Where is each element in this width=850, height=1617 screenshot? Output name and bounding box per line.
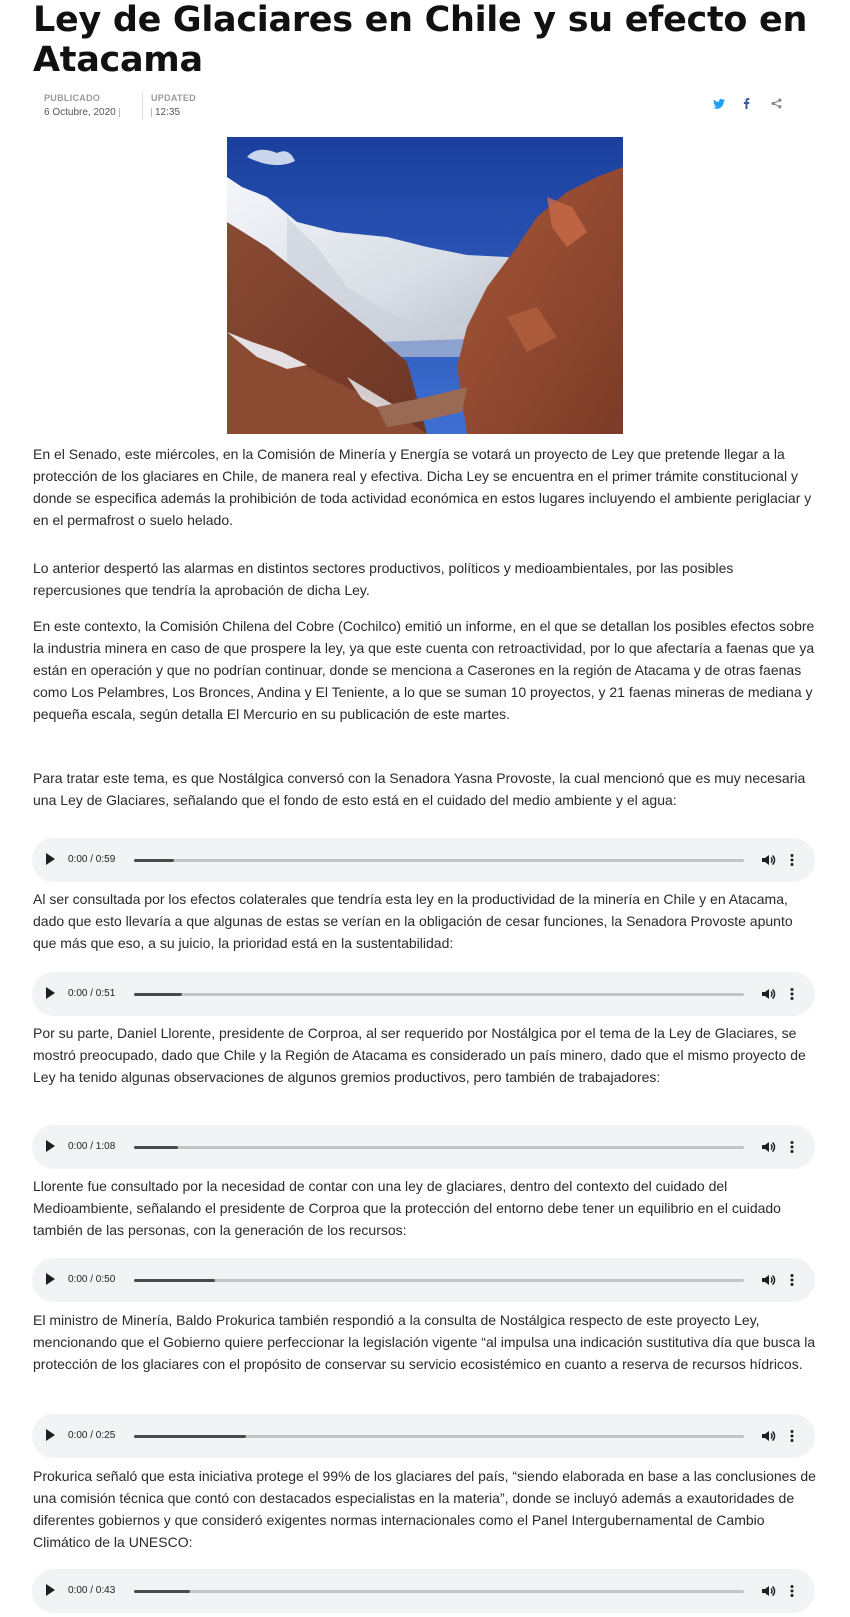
audio-time: 0:00 / 0:25 [68,1430,116,1441]
audio-player[interactable] [32,972,815,1016]
more-options-icon[interactable] [788,852,796,868]
twitter-share-button[interactable] [711,98,727,112]
audio-time: 0:00 / 0:50 [68,1274,116,1285]
audio-time: 0:00 / 1:08 [68,1141,116,1152]
updated-block [151,93,196,120]
audio-buffered-bar [134,1279,215,1282]
audio-player[interactable] [32,1258,815,1302]
volume-icon[interactable] [760,852,776,868]
updated-time: 12:35 [155,107,181,118]
hero-image [227,137,623,434]
more-options-icon[interactable] [788,1428,796,1444]
article-paragraph: Para tratar este tema, es que Nostálgica conversó con la Senadora Yasna Provoste, la cual mencionó que es muy necesaria una Ley de Glaciares, señalando que el fondo de esto está en el cuidado del medio ambiente y el agua: [33,770,806,808]
audio-buffered-bar [134,1146,178,1149]
article-paragraph: El ministro de Minería, Baldo Prokurica también respondió a la consulta de Nostálgica respecto de este proyecto Ley, mencionando que el Gobierno quiere perfeccionar la legislación vigente “al impulsa una indicación sustitutiva día que busca la protección de los glaciares con el propósito de conservar su servicio ecosistémico en cuanto a reserva de recursos hídricos. [33,1312,816,1372]
share-icon [771,96,782,114]
facebook-icon [743,96,750,114]
audio-buffered-bar [134,859,174,862]
volume-icon[interactable] [760,1272,776,1288]
updated-label: UPDATED [151,93,196,103]
twitter-icon [713,96,725,114]
more-options-icon[interactable] [788,986,796,1002]
article-paragraph: Prokurica señaló que esta iniciativa protege el 99% de los glaciares del país, “siendo elaborada en base a las conclusiones de una comisión técnica que contó con destacados especialistas en la materia”, donde se incluyó además a exautoridades de diferentes gobiernos y que consideró exigentes normas internacionales como el Panel Intergubernamental de Cambio Climático de la UNESCO: [33,1468,816,1550]
audio-buffered-bar [134,1590,190,1593]
share-button[interactable] [768,98,784,112]
more-options-icon[interactable] [788,1139,796,1155]
audio-player[interactable] [32,838,815,882]
play-icon[interactable] [46,853,55,865]
play-icon[interactable] [46,1273,55,1285]
meta-separator [119,108,120,117]
audio-buffered-bar [134,993,182,996]
audio-progress-track[interactable] [134,993,744,996]
play-icon[interactable] [46,1140,55,1152]
published-block [44,93,123,120]
audio-progress-track[interactable] [134,1279,744,1282]
audio-progress-track[interactable] [134,1435,744,1438]
audio-player[interactable] [32,1125,815,1169]
published-date: 6 Octubre, 2020 [44,107,116,118]
meta-divider [142,93,143,119]
facebook-share-button[interactable] [738,98,754,112]
volume-icon[interactable] [760,986,776,1002]
audio-time: 0:00 / 0:59 [68,854,116,865]
published-label: PUBLICADO [44,93,101,103]
audio-progress-track[interactable] [134,859,744,862]
play-icon[interactable] [46,1584,55,1596]
article-paragraph: En el Senado, este miércoles, en la Comisión de Minería y Energía se votará un proyecto de Ley que pretende llegar a la protección de los glaciares en Chile, de manera real y efectiva. Dicha Ley se encuentra en el primer trámite constitucional y donde se especifica además la prohibición de toda actividad económica en estos lugares incluyendo el ambiente periglaciar y en el permafrost o suelo helado. [33,446,812,528]
audio-player[interactable] [32,1414,815,1458]
audio-progress-track[interactable] [134,1146,744,1149]
volume-icon[interactable] [760,1428,776,1444]
article-paragraph: Llorente fue consultado por la necesidad de contar con una ley de glaciares, dentro del contexto del cuidado del Medioambiente, señalando el presidente de Corproa que la protección del entorno debe tener un equilibrio en el cuidado también de las personas, con la generación de los recursos: [33,1178,781,1238]
article-paragraph: Lo anterior despertó las alarmas en distintos sectores productivos, políticos y medioambientales, por las posibles repercusiones que tendría la aprobación de dicha Ley. [33,560,734,598]
play-icon[interactable] [46,987,55,999]
play-icon[interactable] [46,1429,55,1441]
more-options-icon[interactable] [788,1272,796,1288]
audio-time: 0:00 / 0:51 [68,988,116,999]
audio-player[interactable] [32,1569,815,1613]
article-paragraph: Al ser consultada por los efectos colaterales que tendría esta ley en la productividad de la minería en Chile y en Atacama, dado que esto llevaría a que algunas de estas se verían en la obligación de cesar funciones, la Senadora Provoste apunto que más que eso, a su juicio, la prioridad está en la sustentabilidad: [33,891,793,951]
more-options-icon[interactable] [788,1583,796,1599]
volume-icon[interactable] [760,1583,776,1599]
article-paragraph: En este contexto, la Comisión Chilena del Cobre (Cochilco) emitió un informe, en el que se detallan los posibles efectos sobre la industria minera en caso de que prospere la ley, ya que este cuenta con retroactividad, por lo que afectaría a faenas que ya están en operación y que no podrían continuar, donde se menciona a Caserones en la región de Atacama y de otras faenas como Los Pelambres, Los Bronces, Andina y El Teniente, a lo que se suman 10 proyectos, y 21 faenas mineras de mediana y pequeña escala, según detalla El Mercurio en su publicación de este martes. [33,618,815,722]
article-title: Ley de Glaciares en Chile y su efecto en Atacama [33,0,808,80]
article-paragraph: Por su parte, Daniel Llorente, presidente de Corproa, al ser requerido por Nostálgica por el tema de la Ley de Glaciares, se mostró preocupado, dado que Chile y la Región de Atacama es considerado un país minero, dado que el mismo proyecto de Ley ha tenido algunas observaciones de algunos gremios productivos, pero también de trabajadores: [33,1025,806,1085]
audio-progress-track[interactable] [134,1590,744,1593]
audio-time: 0:00 / 0:43 [68,1585,116,1596]
meta-separator [151,108,152,117]
volume-icon[interactable] [760,1139,776,1155]
audio-buffered-bar [134,1435,246,1438]
